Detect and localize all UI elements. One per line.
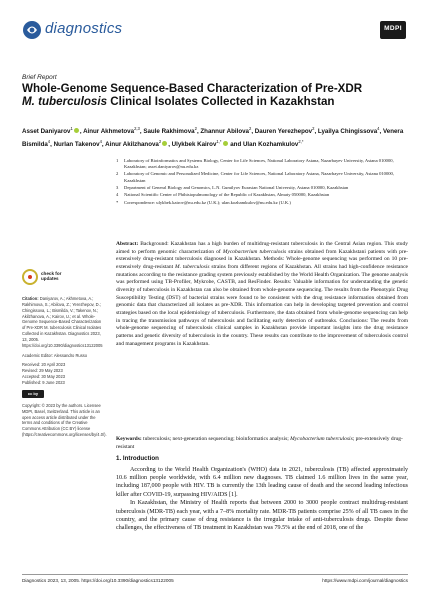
intro-paragraph-1: According to the World Health Organization's (WHO) data in 2021, tuberculosis (TB) affected approximately 10.6 million people worldwide, with 6.4 million new diagnoses. TB claimed 1.6 million lives in the same year, including 187,000 people with HIV. TB is currently the 13th leading cause of death and the second leading infectious killer after COVID-19, surpassing HIV/AIDS [1]. <box>116 467 408 498</box>
affiliation-text: Department of General Biology and Genomics, L.N. Gumilyov Eurasian National University, Astana 010000, Kazakhstan <box>124 184 349 190</box>
affiliation-item <box>116 185 408 191</box>
date-received: Received: 20 April 2023 <box>22 362 66 368</box>
author-name[interactable]: Ulykbek Kairov <box>171 140 217 148</box>
article-dates <box>22 362 104 385</box>
author-separator: , <box>168 140 172 148</box>
affiliation-number: * <box>116 199 119 205</box>
abstract: Abstract: Background: Kazakhstan has a high burden of multidrug-resistant tuberculosis in the Central Asian region. This study aimed to perform genomic characterization of Mycobacterium tuberculosis strains obtained from Kazakhstani patients with pre-extensively drug-resistant tuberculosis diagnosed in Kazakhstan. Methods: Whole-genome sequencing was performed on 10 pre-extensively drug-resistant M. tuberculosis strains from different regions of Kazakhstan. All strains had high-confidence resistance mutations according to the resistance grading system previously established by the World Health Organization. The genome analysis was performed using TB-Profiler, Mykrobe, CASTB, and ResFinder. Results: Valuable information for understanding the genetic diversity of tuberculosis in Kazakhstan can also be obtained from whole-genome sequencing. The results from the Phenotypic Drug Susceptibility Testing (DST) of bacterial strains were found to be consistent with the drug resistance information obtained from genomic data that characterized all isolates as pre-XDR. This information can help in developing targeted prevention and control strategies based on the local epidemiology of tuberculosis. Furthermore, the data obtained from whole-genome sequencing can help in tracing the transmission pathways of tuberculosis and facilitating early detection of outbreaks. Conclusions: The results from whole-genome sequencing of tuberculosis clinical samples in Kazakhstan provide important insights into the drug resistance patterns and genetic diversity of tuberculosis in the country. These results can contribute to the improvement of tuberculosis control and management programs in Kazakhstan. <box>116 241 408 347</box>
orcid-icon[interactable] <box>74 128 79 133</box>
affiliation-item <box>116 171 408 183</box>
orcid-icon[interactable] <box>223 141 228 146</box>
title-species: M. tuberculosis <box>22 95 108 108</box>
article-type: Brief Report <box>22 74 57 81</box>
author-affiliation-marker: 4 <box>47 138 51 144</box>
title-line1: Whole-Genome Sequence-Based Characterization of Pre-XDR <box>22 82 363 95</box>
article-title <box>22 82 406 108</box>
date-published: Published: 9 June 2023 <box>22 379 65 385</box>
author-name[interactable]: Nurlan Takenov <box>53 140 100 148</box>
affiliation-text: National Scientific Center of Phthisiopulmonology of the Republic of Kazakhstan, Almaty 050000, Kazakhstan <box>124 192 330 198</box>
author-separator: , <box>314 128 318 136</box>
author-name[interactable]: Zhannur Abilova <box>200 128 249 136</box>
affiliation-number: 1 <box>116 158 119 163</box>
footer-divider <box>22 574 408 575</box>
author-separator: , <box>139 128 144 136</box>
orcid-icon[interactable] <box>162 141 167 146</box>
author-name[interactable]: Saule Rakhimova <box>143 128 195 136</box>
section-heading-introduction: 1. Introduction <box>116 455 159 462</box>
affiliation-text: Laboratory of Genomic and Personalized Medicine, Center for Life Sciences, National Laboratory Astana, Nazarbayev University, Astana 010000, Kazakhstan <box>124 171 395 183</box>
journal-header <box>22 18 406 44</box>
cc-license-badge[interactable]: cc by <box>22 390 44 398</box>
article-sidebar <box>22 296 107 442</box>
publisher-logo[interactable] <box>380 21 406 39</box>
author-affiliation-marker: 2 <box>158 138 162 144</box>
author-separator: , <box>379 128 383 136</box>
author-name[interactable]: Lyailya Chingissova <box>317 128 378 136</box>
date-revised: Revised: 29 May 2023 <box>22 368 63 374</box>
affiliation-item <box>116 192 408 198</box>
check-updates-icon <box>22 269 38 285</box>
affiliation-number: 3 <box>116 184 119 190</box>
footer-citation[interactable]: Diagnostics 2023, 13, 2005. https://doi.org/10.3390/diagnostics13122005 <box>22 578 174 583</box>
title-line2: Clinical Isolates Collected in Kazakhstan <box>107 95 335 108</box>
introduction-body <box>116 466 408 533</box>
date-accepted: Accepted: 30 May 2023 <box>22 374 66 380</box>
journal-name[interactable]: diagnostics <box>45 20 123 37</box>
author-affiliation-marker: 1,* <box>216 138 222 144</box>
author-name[interactable]: Dauren Yerezhepov <box>254 128 313 136</box>
author-affiliation-marker: 2,* <box>298 138 304 144</box>
author-affiliation-marker: 4 <box>377 126 380 131</box>
author-list <box>22 124 406 149</box>
author-separator: , <box>196 128 201 136</box>
copyright-notice: Copyright: © 2023 by the authors. Licensee MDPI, Basel, Switzerland. This article is an open access article distributed under the terms and conditions of the Creative Commons Attribution (CC BY) license (https://creativecommons.org/licenses/by/4.0/). <box>22 402 107 438</box>
affiliation-text: Correspondence: ulykbek.kairov@nu.edu.kz (U.K.); ulan.kozhamkulov@nu.edu.kz (U.K.) <box>124 199 291 205</box>
author-separator: , <box>50 140 54 148</box>
author-name[interactable]: Ainur Akhmetova <box>83 128 135 136</box>
author-affiliation-marker: 2 <box>194 126 197 131</box>
author-affiliation-marker: 1 <box>70 126 73 131</box>
author-separator: , <box>251 128 255 136</box>
author-affiliation-marker: 2 <box>248 126 252 131</box>
author-name[interactable]: Asset Daniyarov <box>22 128 71 136</box>
affiliation-list <box>116 158 408 207</box>
footer-journal-url[interactable]: https://www.mdpi.com/journal/diagnostics <box>322 578 408 583</box>
author-separator: , <box>79 128 84 136</box>
affiliation-item <box>116 200 408 206</box>
affiliation-text: Laboratory of Bioinformatics and Systems Biology, Center for Life Sciences, National Laboratory Astana, Nazarbayev University, Astana 010000, Kazakhstan; asset.daniyarov@nu.edu.kz <box>124 158 394 170</box>
author-affiliation-marker: 4 <box>99 138 102 144</box>
check-for-updates-badge[interactable] <box>22 268 72 288</box>
author-name[interactable]: Venera Bismilda <box>22 128 404 148</box>
affiliation-number: 2 <box>116 171 119 177</box>
author-name[interactable]: Ainur Akilzhanova <box>105 140 159 148</box>
citation-block: Citation: Daniyarov, A.; Akhmetova, A.; Rakhimova, S.; Abilova, Z.; Yerezhepov, D.; Chingissova, L.; Bismilda, V.; Takenov, N.; Akilzhanova, A.; Kairov, U.; et al. Whole-Genome Sequence-Based Characterization of Pre-XDR M. tuberculosis Clinical Isolates Collected in Kazakhstan. Diagnostics 2023, 13, 2005. https://doi.org/10.3390/diagnostics13122005 <box>22 296 103 348</box>
author-name[interactable]: Ulan Kozhamkulov <box>242 140 299 148</box>
keywords: Keywords: tuberculosis; next-generation sequencing; bioinformatics analysis; Mycobacterium tuberculosis; pre-extensively drug-resistant <box>116 436 403 450</box>
author-separator: , <box>101 140 106 148</box>
intro-paragraph-2: In Kazakhstan, the Ministry of Health reports that between 2000 to 3000 people contract multidrug-resistant tuberculosis (MDR-TB) each year, with a 7–8% mortality rate. MDR-TB patients comprise 25% of all TB cases in the country, and the primary cause of drug resistance is the irregular intake of anti-tuberculosis drugs. Despite these challenges, the effectiveness of TB treatment in Kazakhstan was 79.5% at the end of 2018, one of the <box>116 500 408 531</box>
affiliation-item <box>116 158 408 170</box>
author-separator: and <box>228 140 243 148</box>
check-updates-text: check for updates <box>41 271 62 282</box>
publisher-name: MDPI <box>384 25 402 32</box>
academic-editor: Academic Editor: Alessandro Russo <box>22 352 88 358</box>
author-affiliation-marker: 2 <box>312 126 315 131</box>
author-affiliation-marker: 2,3 <box>134 126 140 131</box>
journal-logo-icon <box>22 20 42 40</box>
affiliation-number: 4 <box>116 192 119 198</box>
